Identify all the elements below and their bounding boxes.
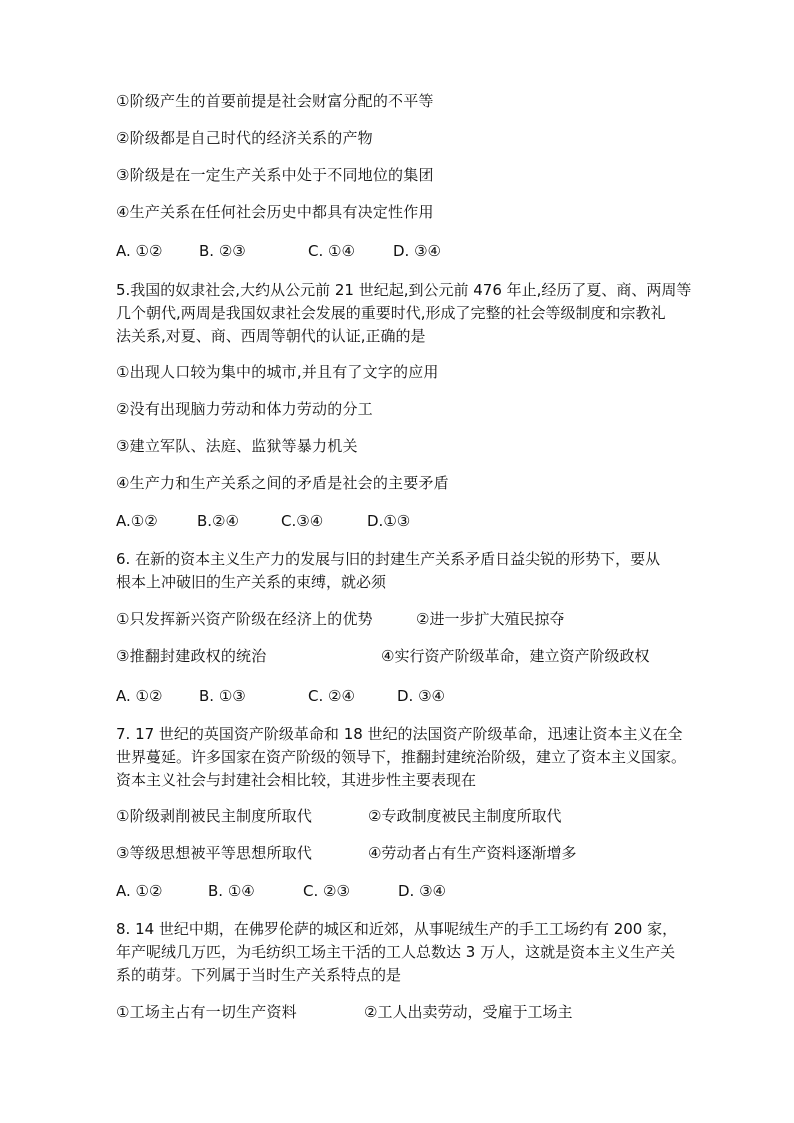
q6-item-1: ①只发挥新兴资产阶级在经济上的优势 bbox=[116, 610, 373, 628]
q6-option-d: D. ③④ bbox=[397, 687, 445, 705]
q8-item-2: ②工人出卖劳动，受雇于工场主 bbox=[364, 1003, 573, 1021]
q7-stem-line-2: 世界蔓延。许多国家在资产阶级的领导下，推翻封建统治阶级，建立了资本主义国家。 bbox=[116, 748, 687, 766]
q5-stem-line-1: 5.我国的奴隶社会,大约从公元前 21 世纪起,到公元前 476 年止,经历了夏、商、两周等 bbox=[116, 281, 692, 299]
q6-option-b: B. ①③ bbox=[199, 687, 246, 705]
q7-item-4: ④劳动者占有生产资料逐渐增多 bbox=[368, 844, 577, 862]
q5-item-1: ①出现人口较为集中的城市,并且有了文字的应用 bbox=[116, 363, 439, 381]
q6-stem-line-2: 根本上冲破旧的生产关系的束缚，就必须 bbox=[116, 573, 387, 591]
q5-option-a: A.①② bbox=[116, 512, 158, 530]
q5-stem-line-2: 几个朝代,两周是我国奴隶社会发展的重要时代,形成了完整的社会等级制度和宗教礼 bbox=[116, 304, 666, 322]
q5-option-b: B.②④ bbox=[197, 512, 239, 530]
q4-item-4: ④生产关系在任何社会历史中都具有决定性作用 bbox=[116, 203, 434, 221]
q5-item-3: ③建立军队、法庭、监狱等暴力机关 bbox=[116, 437, 358, 455]
q4-option-c: C. ①④ bbox=[308, 242, 355, 260]
q4-item-3: ③阶级是在一定生产关系中处于不同地位的集团 bbox=[116, 166, 434, 184]
q6-stem-line-1: 6. 在新的资本主义生产力的发展与旧的封建生产关系矛盾日益尖锐的形势下，要从 bbox=[116, 550, 661, 568]
q6-item-3: ③推翻封建政权的统治 bbox=[116, 647, 267, 665]
q4-item-2: ②阶级都是自己时代的经济关系的产物 bbox=[116, 129, 373, 147]
q5-stem bbox=[116, 279, 716, 348]
q5-option-c: C.③④ bbox=[281, 512, 324, 530]
q7-stem-line-1: 7. 17 世纪的英国资产阶级革命和 18 世纪的法国资产阶级革命，迅速让资本主义在全 bbox=[116, 725, 683, 743]
q5-item-2: ②没有出现脑力劳动和体力劳动的分工 bbox=[116, 400, 373, 418]
q4-item-1: ①阶级产生的首要前提是社会财富分配的不平等 bbox=[116, 92, 434, 110]
q5-option-d: D.①③ bbox=[367, 512, 411, 530]
q7-stem-line-3: 资本主义社会与封建社会相比较，其进步性主要表现在 bbox=[116, 771, 477, 789]
q8-stem-line-3: 系的萌芽。下列属于当时生产关系特点的是 bbox=[116, 966, 402, 984]
q5-item-4: ④生产力和生产关系之间的矛盾是社会的主要矛盾 bbox=[116, 474, 449, 492]
q8-stem-line-2: 年产呢绒几万匹，为毛纺织工场主干活的工人总数达 3 万人，这就是资本主义生产关 bbox=[116, 943, 676, 961]
q7-option-c: C. ②③ bbox=[303, 882, 350, 900]
q6-option-a: A. ①② bbox=[116, 687, 163, 705]
q7-stem bbox=[116, 723, 716, 792]
q4-option-b: B. ②③ bbox=[199, 242, 246, 260]
q7-option-a: A. ①② bbox=[116, 882, 163, 900]
q6-item-4: ④实行资产阶级革命，建立资产阶级政权 bbox=[381, 647, 650, 665]
q7-item-1: ①阶级剥削被民主制度所取代 bbox=[116, 807, 313, 825]
q8-item-1: ①工场主占有一切生产资料 bbox=[116, 1003, 297, 1021]
q8-stem-line-1: 8. 14 世纪中期，在佛罗伦萨的城区和近郊，从事呢绒生产的手工工场约有 200 家， bbox=[116, 920, 678, 938]
q4-option-a: A. ①② bbox=[116, 242, 163, 260]
q8-stem bbox=[116, 918, 716, 987]
q6-stem bbox=[116, 548, 716, 594]
q4-option-d: D. ③④ bbox=[393, 242, 441, 260]
q6-option-c: C. ②④ bbox=[308, 687, 355, 705]
q7-item-3: ③等级思想被平等思想所取代 bbox=[116, 844, 313, 862]
q5-stem-line-3: 法关系,对夏、商、西周等朝代的认证,正确的是 bbox=[116, 327, 426, 345]
q6-item-2: ②进一步扩大殖民掠夺 bbox=[416, 610, 565, 628]
q7-option-d: D. ③④ bbox=[398, 882, 446, 900]
q7-item-2: ②专政制度被民主制度所取代 bbox=[368, 807, 562, 825]
q7-option-b: B. ①④ bbox=[208, 882, 255, 900]
